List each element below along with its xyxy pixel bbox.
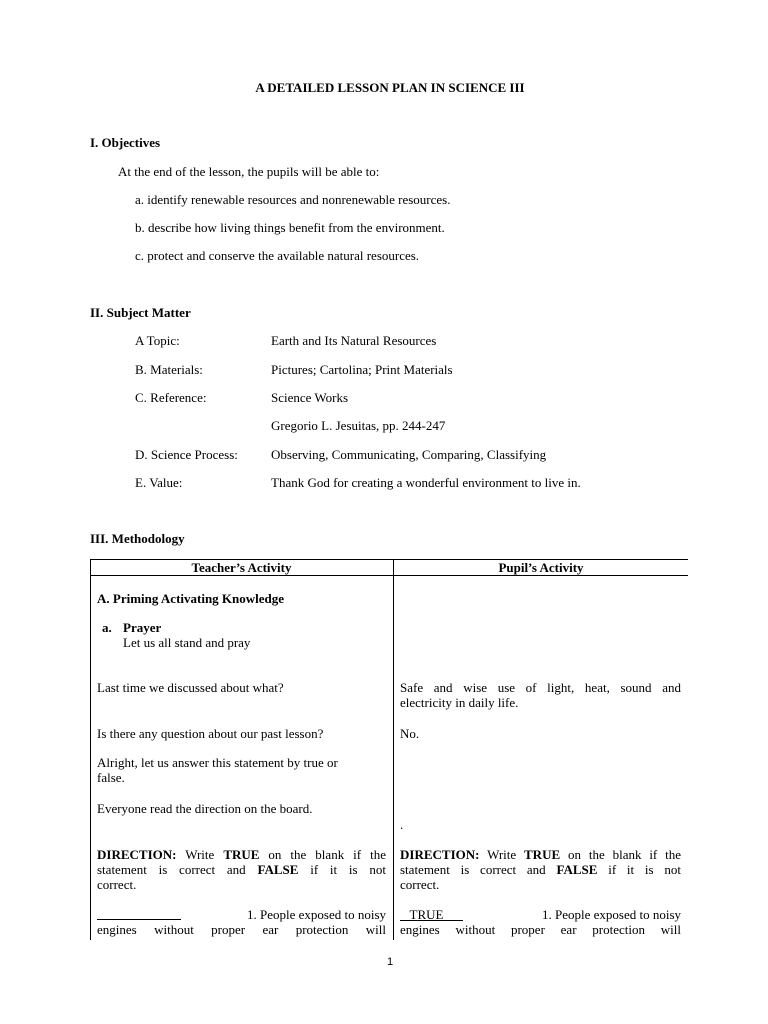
teacher-direction-line2 [97,862,386,877]
prayer-label: Prayer [123,620,162,635]
direction-label: DIRECTION: [97,847,177,862]
subject-value-reference: Science Works [271,390,349,405]
table-border [90,559,688,940]
pupil-item1-text: 1. People exposed to noisy [541,907,681,922]
objectives-intro: At the end of the lesson, the pupils will be able to: [118,164,380,179]
objectives-heading: I. Objectives [90,135,161,150]
direction-text: statement is correct and [97,862,258,877]
methodology-heading: III. Methodology [90,531,185,546]
objective-item: c. protect and conserve the available natural resources. [135,248,420,263]
direction-true: TRUE [524,847,561,862]
pupil-direction-line1 [400,847,681,862]
teacher-question-3-cont: false. [97,770,125,785]
subject-value-process: Observing, Communicating, Comparing, Classifying [271,447,547,462]
subject-label-reference: C. Reference: [135,390,207,405]
teacher-direction-line1 [97,847,386,862]
subject-label-process: D. Science Process: [135,447,238,462]
direction-text: Write [479,847,525,862]
answer-blank [97,907,181,920]
column-divider [393,559,394,940]
pupil-true-answer: TRUE [409,907,444,922]
teacher-direction-line3: correct. [97,877,137,892]
direction-text: Write [176,847,224,862]
direction-text: if it is not [298,862,387,877]
pupil-answer-1-cont: electricity in daily life. [400,695,519,710]
direction-text: if it is not [597,862,682,877]
direction-false: FALSE [257,862,299,877]
direction-text: on the blank if the [560,847,681,862]
direction-true: TRUE [223,847,260,862]
section-priming: A. Priming Activating Knowledge [97,591,285,606]
pupil-answer-2: No. [400,726,420,741]
subject-value-materials: Pictures; Cartolina; Print Materials [271,362,453,377]
teacher-question-1: Last time we discussed about what? [97,680,284,695]
pupil-dot: . [400,817,404,832]
direction-false: FALSE [556,862,598,877]
subject-label-value: E. Value: [135,475,183,490]
subject-value-value: Thank God for creating a wonderful environment to live in. [271,475,581,490]
page-number: 1 [386,956,394,968]
teacher-question-3: Alright, let us answer this statement by true or [97,755,338,770]
teacher-item1-line2: engines without proper ear protection will [97,922,386,937]
teacher-item1-blank [97,907,181,923]
direction-label: DIRECTION: [400,847,480,862]
teacher-item1-text: 1. People exposed to noisy [246,907,386,922]
header-divider [90,575,688,576]
document-title: A DETAILED LESSON PLAN IN SCIENCE III [255,80,525,95]
pupil-item1-answer [400,907,463,922]
subject-value-reference-author: Gregorio L. Jesuitas, pp. 244-247 [271,418,446,433]
teacher-question-2: Is there any question about our past lesson? [97,726,324,741]
col-header-pupil: Pupil’s Activity [498,560,584,575]
subject-label-materials: B. Materials: [135,362,203,377]
pupil-answer-1: Safe and wise use of light, heat, sound and [400,680,681,695]
subject-matter-heading: II. Subject Matter [90,305,191,320]
direction-text: on the blank if the [259,847,387,862]
teacher-question-4: Everyone read the direction on the board. [97,801,313,816]
objective-item: b. describe how living things benefit from the environment. [135,220,445,235]
pupil-item1-line2: engines without proper ear protection will [400,922,681,937]
prayer-text: Let us all stand and pray [123,635,251,650]
prayer-marker: a. [102,620,112,635]
methodology-table [90,559,688,940]
objective-item: a. identify renewable resources and nonrenewable resources. [135,192,451,207]
subject-label-topic: A Topic: [135,333,180,348]
col-header-teacher: Teacher’s Activity [191,560,292,575]
pupil-direction-line2 [400,862,681,877]
direction-text: statement is correct and [400,862,557,877]
pupil-direction-line3: correct. [400,877,440,892]
subject-value-topic: Earth and Its Natural Resources [271,333,437,348]
